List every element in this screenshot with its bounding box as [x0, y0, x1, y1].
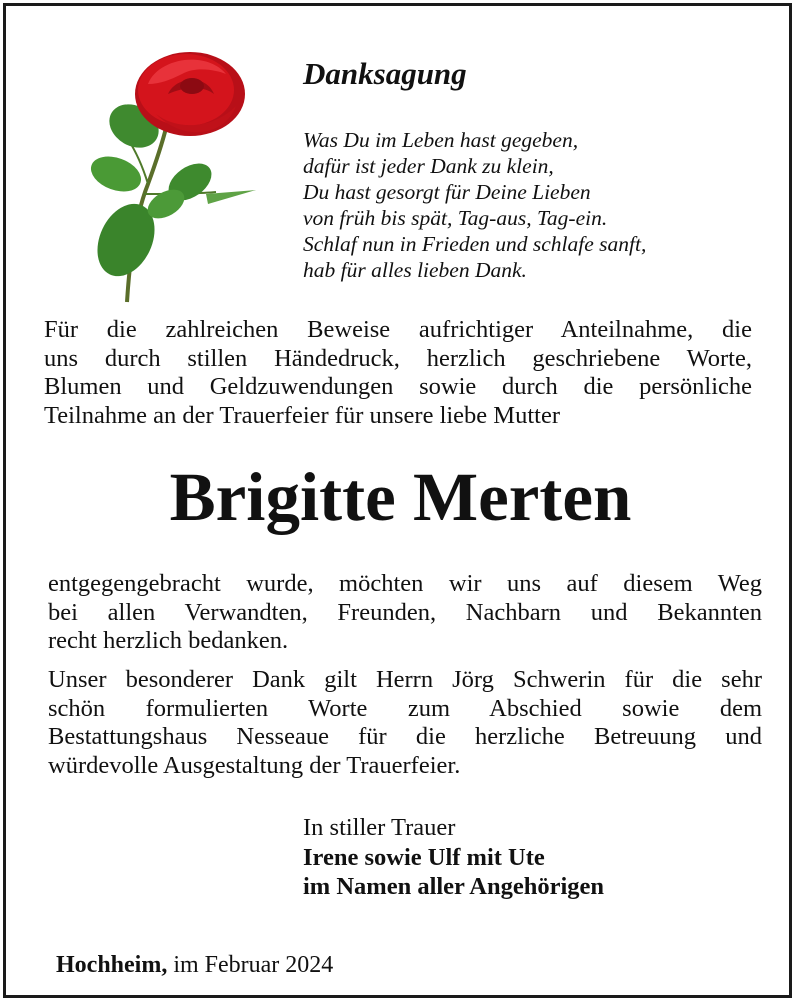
poem [303, 127, 646, 283]
signature-block [303, 813, 604, 902]
poem-line: hab für alles lieben Dank. [303, 258, 527, 282]
text-line: entgegengebracht wurde, möchten wir uns auf diesem Weg [48, 570, 762, 597]
place-date [56, 952, 333, 979]
deceased-name: Brigitte Merten [169, 459, 632, 535]
poem-line: Schlaf nun in Frieden und schlafe sanft, [303, 232, 647, 256]
signature-names: Irene sowie Ulf mit Ute [303, 843, 545, 871]
text-line: würdevolle Ausgestaltung der Trauerfeier. [48, 751, 461, 779]
text-line: Bestattungshaus Nesseaue für die herzliche Betreuung und [48, 723, 762, 750]
text-line: bei allen Verwandten, Freunden, Nachbarn und Bekannten [48, 598, 762, 626]
special-thanks-paragraph [48, 666, 762, 780]
thanks-paragraph [48, 570, 762, 656]
text-line: Teilnahme an der Trauerfeier für unsere liebe Mutter [44, 401, 560, 429]
signature-intro: In stiller Trauer [303, 814, 456, 841]
poem-line: Was Du im Leben hast gegeben, [303, 128, 579, 152]
intro-paragraph [44, 316, 752, 430]
signature-family: im Namen aller Angehörigen [303, 873, 605, 900]
text-line: uns durch stillen Händedruck, herzlich geschriebene Worte, [44, 344, 752, 372]
poem-line: dafür ist jeder Dank zu klein, [303, 154, 554, 178]
heading: Danksagung [303, 56, 467, 91]
text-line: schön formulierten Worte zum Abschied sowie dem [48, 694, 762, 722]
text-line: Für die zahlreichen Beweise aufrichtiger Anteilnahme, die [44, 316, 752, 343]
poem-line: Du hast gesorgt für Deine Lieben [303, 180, 591, 204]
text-line: Blumen und Geldzuwendungen sowie durch die persönliche [44, 373, 752, 400]
text-line: Unser besonderer Dank gilt Herrn Jörg Schwerin für die sehr [48, 666, 762, 693]
text-line: recht herzlich bedanken. [48, 627, 289, 654]
rose-image [86, 44, 261, 304]
place: Hochheim, [56, 952, 168, 978]
poem-line: von früh bis spät, Tag-aus, Tag-ein. [303, 206, 608, 230]
obituary-notice [3, 3, 792, 998]
date: im Februar 2024 [173, 952, 334, 978]
